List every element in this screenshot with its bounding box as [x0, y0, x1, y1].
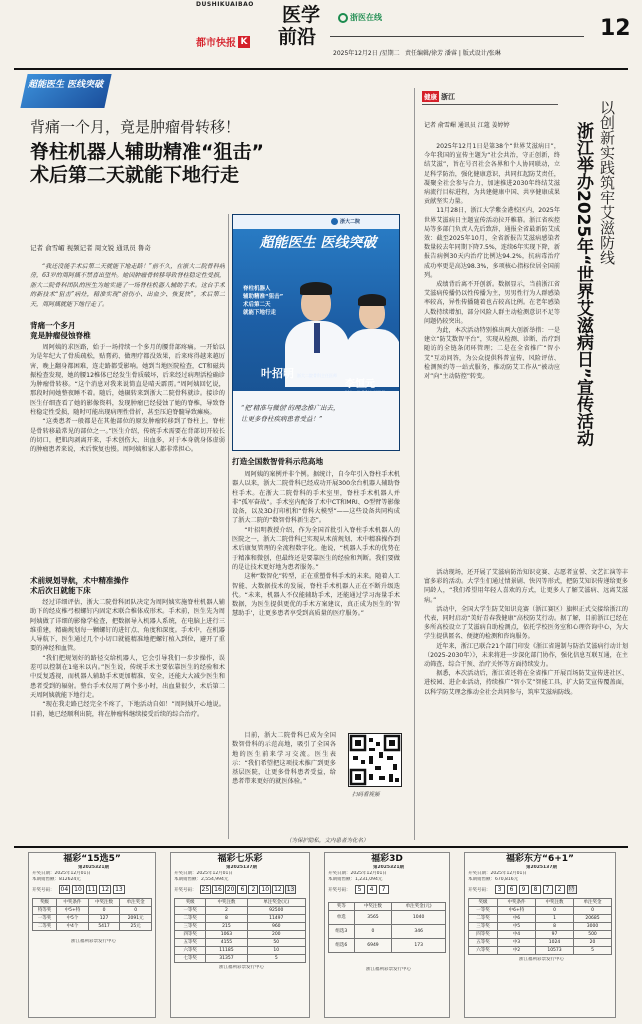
number-ball: 7 [379, 885, 389, 894]
table-header-row [33, 899, 152, 907]
table-cell: 二等奖 [469, 915, 498, 923]
lottery-top-rule [14, 846, 628, 848]
table-header: 单注奖金(元) [247, 899, 306, 907]
table-row [33, 907, 152, 915]
number-ball: 6 [507, 885, 517, 894]
column-logo-text: 超能医生 医线突破 [28, 80, 104, 90]
lottery-name: 福彩七乐彩 [217, 854, 263, 864]
prize-table [32, 898, 152, 931]
table-header: 单注奖金(元) [392, 903, 446, 911]
table-cell: 0 [574, 907, 612, 915]
table-cell: 20685 [574, 915, 612, 923]
table-cell: 特等奖 [33, 907, 57, 915]
prize-table [174, 898, 306, 963]
section2-paragraph1: 经过详细评估，浙大二院骨科团队决定为周阿姨实施脊柱机器人辅助下的经皮椎弓根螺钉内固定术联合椎体成形术。手术前，医生先为周阿姨做了详细的影像学检查，把数据导入机器人系统，在电脑上进行三维重建，精确规划每一颗螺钉的进钉点、角度和深度。手术中，在机器人导航下，医生通过几个小切口就能精准地把螺钉植入到位，避开了重要的神经和血管。 [30, 599, 225, 653]
number-ball: 2 [555, 885, 565, 894]
lottery-name: 福彩“15选5” [63, 854, 121, 864]
table-cell: 中6+特 [498, 907, 536, 915]
table-row [175, 931, 306, 939]
table-cell: 215 [206, 923, 247, 931]
table-row [175, 955, 306, 963]
numbers-label: 开奖号码： [468, 887, 491, 893]
doctor2-name: 李恒元 [345, 379, 375, 390]
table-cell: 五等奖 [469, 939, 498, 947]
hospital-logo [331, 218, 360, 225]
side-paragraph1: 2025年12月1日是第38个“世界艾滋病日”，今年我国的宣传主题为“社会共治，守正创新，终结艾滋”，旨在号召社会各界和个人协同联动，立足科学防治，强化健康意识，共同扛起防艾责任，凝聚全社会参与合力，加速推进2030年终结艾滋病流行目标进程，为共建健康中国、共享健康成果贡献坚实力量。 [424, 143, 560, 206]
section3-paragraph1: 周阿姨的案例并非个例。据统计，自今年引入脊柱手术机器人以来，浙大二院骨科已经成功开展300余台机器人辅助脊柱手术。在浙大二院骨科的手术室里，脊柱手术机器人并非“孤军奋战”。手术室内配备了术中CT和MRI、O型臂等影像设备，以及3D打印机和“骨科大模型”——这些设备共同构成了浙大二院的“数智骨科新生态”。 [232, 471, 400, 525]
side-paragraph3: 成绩背后离不开创新。数据显示，当前浙江省艾滋病传播仍以性传播为主，男男性行为人群感染率较高，异性传播随着也占较高比例。在老年感染人数持续增加，部分风险人群主动检测意识不足等问题仍较突出。 [424, 281, 560, 325]
table-cell: 10 [247, 947, 306, 955]
section3-body-tail: 目前，浙大二院骨科已成为全国数智骨科的示范高地，吸引了全国各地的医生前来学习交流。医生表示：“我们希望把这项技术推广到更多基层医院，让更多骨科患者受益，给患者带来更好的就医体验。” [232, 732, 336, 786]
side-headline [571, 100, 617, 520]
side-tag: 健康 [424, 93, 437, 101]
lottery-date: 开奖日期：2025年12月01日 [174, 871, 233, 876]
table-row [469, 907, 612, 915]
table-row [33, 923, 152, 931]
table-cell: 三等奖 [469, 923, 498, 931]
doctor1-tie [314, 323, 320, 353]
partner-icon [338, 13, 348, 23]
number-ball: 10 [74, 886, 82, 893]
table-header: 单注奖金 [120, 899, 152, 907]
doctor2-photo [345, 291, 400, 387]
number-ball: 04 [60, 886, 69, 893]
number-ball: 6 [237, 885, 247, 894]
table-cell: 二等奖 [175, 915, 206, 923]
table-cell: 中5个 [57, 915, 89, 923]
issue-date: 2025年12月2日 /星期二 [333, 50, 400, 57]
numbers-label: 开奖号码： [328, 887, 351, 893]
side-paragraph7: 近年来，浙江已联合21个部门印发《浙江省遏制与防治艾滋病行动计划（2025-2030年）》，未来将进一步深化部门协作，强化信息互联互通，在主动筛查、综合干预、治疗关怀等方面持续发力。 [424, 642, 628, 669]
paper-name: 都市快报 [196, 38, 236, 49]
table-cell: 一等奖 [33, 915, 57, 923]
table-row [469, 923, 612, 931]
table-header: 奖级 [33, 899, 57, 907]
lottery-numbers [171, 883, 309, 896]
table-cell: 3565 [354, 911, 392, 925]
column-divider-2 [414, 88, 415, 840]
table-cell: 2091元 [120, 915, 152, 923]
table-row [175, 923, 306, 931]
table-cell: 8 [536, 923, 574, 931]
photo-caption: （为保护隐私，文内患者为化名） [286, 838, 369, 844]
numbers-label: 开奖号码： [32, 887, 55, 893]
table-cell: 346 [392, 925, 446, 939]
lottery-period: 第2025321期 [78, 865, 109, 870]
table-cell: 5 [247, 955, 306, 963]
doctor2-hair [358, 294, 386, 306]
topic-line2: 辅助精准“狙击” [243, 294, 284, 300]
side-headline-2: 浙江举办2025年“世界艾滋病日”宣传活动 [573, 122, 593, 447]
section1-paragraph1: 周阿姨的求医路，始于一场持续一个多月的腰背部疼痛。一开始以为是年纪大了骨质疏松，贴膏药、做理疗都没效果，后来疼得越来越厉害，晚上翻身都困难，连走路都受影响。她到当地医院检查，CT和磁共振检查发现，她的腰12椎体已经发生骨质破坏，后来经过病理活检确诊为肿瘤骨转移。“这个消息对我来说简直是晴天霹雳。”周阿姨回忆说，那段时间她整夜睡不着。随后，她辗转来到浙大二院骨科就诊。接诊的医生仔细查看了她的影像资料，发现肿瘤已经侵蚀了她的脊椎，导致脊柱稳定性受损，随时可能出现病理性骨折，甚至压迫脊髓导致瘫痪。 [30, 344, 225, 417]
number-ball: 特 [568, 886, 575, 893]
table-row [33, 915, 152, 923]
table-row [469, 915, 612, 923]
table-cell: 四等奖 [175, 931, 206, 939]
table-cell: 三等奖 [175, 923, 206, 931]
prize-table [468, 898, 612, 955]
lottery-period: 第2025137期 [226, 865, 257, 870]
table-cell: 中3 [498, 939, 536, 947]
number-ball: 7 [543, 885, 553, 894]
table-cell: 1040 [392, 911, 446, 925]
table-cell: 11185 [206, 947, 247, 955]
article-byline: 记者 俞雪嵋 视频记者 周文锐 通讯员 鲁奇 [30, 244, 151, 252]
topic-line4: 就能下地行走 [243, 310, 277, 316]
number-ball: 13 [115, 886, 123, 893]
lottery-sales: 本期销售额：812624元 [32, 877, 81, 882]
section3-paragraph2: “叶招明教授介绍，作为全国首批引入脊柱手术机器人的医院之一，浙大二院骨科已实现从术前规划、术中精准操作到术后康复管理的全流程数字化。他说，“机器人手术的优势在于精准和微创，但最终还是要靠医生的经验和判断。我们要做的是让技术更好地为患者服务。” [232, 526, 400, 571]
section-title-line1: 医学 [282, 4, 321, 26]
table-header-row [469, 899, 612, 907]
prize-table [328, 902, 446, 953]
section1-body [30, 343, 225, 568]
table-row [175, 947, 306, 955]
table-cell: 0 [536, 907, 574, 915]
quote-line1: “把‘精准与微创’的理念推广出去， [241, 404, 340, 412]
video-card-top-bar [233, 215, 400, 229]
video-card-quote [233, 391, 400, 451]
side-paragraph4: 为此，本次活动特别推出两大创新举措：一是建立“防艾数智平台”，实现从检测、诊断、治疗到随访的全链条闭环管理；二是在全省推广“智小艾”互动问答，为公众提供科普宣传、风险评估、检测预约等一站式服务，推动防艾工作从“被动应对”向“主动防控”转变。 [424, 327, 560, 381]
topic-line3: 术后第二天 [243, 302, 271, 308]
paper-logo-icon: K [238, 36, 250, 48]
editors: 责任编辑/徐芳 潘睿 | 版式设计/张琳 [405, 50, 501, 57]
table-cell: 中5+特 [57, 907, 89, 915]
table-cell: 组选3 [329, 925, 355, 939]
lottery-15x5 [28, 852, 156, 1018]
video-card-logo: 超能医生 医线突破 [259, 235, 377, 251]
number-ball: 4 [367, 885, 377, 894]
table-cell: 中4个 [57, 923, 89, 931]
lottery-dongfang-6plus1 [464, 852, 616, 1018]
table-cell: 20 [574, 939, 612, 947]
table-cell: 七等奖 [175, 955, 206, 963]
lottery-footer: 浙江福利彩票发行中心 [366, 967, 411, 972]
table-cell: 1024 [536, 939, 574, 947]
section-title-line2: 前沿 [278, 26, 317, 48]
lottery-sales: 本期销售额：2,554,994元 [174, 877, 229, 882]
table-cell: 一等奖 [469, 907, 498, 915]
paper-small-name: DUSHIKUAIBAO [196, 1, 254, 8]
table-cell: 二等奖 [33, 923, 57, 931]
number-ball: 11 [87, 886, 96, 893]
table-header-row [175, 899, 306, 907]
doctor1-title: 浙大二院骨科主任医师 [297, 373, 337, 378]
number-ball: 13 [286, 886, 295, 893]
table-cell: 六等奖 [469, 947, 498, 955]
side-region: 浙江 [441, 92, 455, 101]
number-ball: 20 [226, 886, 235, 893]
video-qr-code[interactable] [348, 733, 402, 787]
number-ball: 10 [261, 886, 270, 893]
table-cell: 中5 [498, 923, 536, 931]
table-cell: 25元 [120, 923, 152, 931]
side-article-tag [422, 91, 455, 102]
table-cell: 127 [88, 915, 120, 923]
lottery-footer: 浙江福利彩票发行中心 [519, 957, 564, 962]
number-ball: 16 [214, 886, 222, 893]
table-cell: 0 [120, 907, 152, 915]
number-ball: 12 [274, 886, 282, 893]
table-cell: 组选6 [329, 939, 355, 953]
section2-paragraph3: “现在我走路已经完全不疼了，下地活动自如！”周阿姨开心地说。目前，她已经顺利出院，将在肿瘤科继续接受后续的综合治疗。 [30, 701, 225, 718]
section2-paragraph2: “我们把规划好的路径交给机器人，它会引导我们一步步操作，误差可以控制在1毫米以内。”医生说，传统手术主要依靠医生的经验和术中反复透视，而机器人辅助手术更加精准、安全，还能大大减少医生和患者受到的辐射。整台手术仅用了两个多小时，出血量很少，术后第二天周阿姨就能下地行走。 [30, 654, 225, 699]
table-header: 中奖注数 [536, 899, 574, 907]
table-header: 中奖注数 [88, 899, 120, 907]
number-ball: 8 [531, 885, 541, 894]
lottery-name: 福彩3D [371, 854, 403, 864]
column-divider-1 [228, 214, 229, 839]
article-headline [30, 141, 264, 187]
table-row [329, 939, 446, 953]
table-cell: 六等奖 [175, 947, 206, 955]
table-cell: 五等奖 [175, 939, 206, 947]
qr-code-pattern-icon [349, 734, 401, 786]
lottery-numbers [29, 883, 155, 896]
headline-line2: 术后第二天就能下地行走 [30, 164, 240, 186]
table-header: 中奖注数 [354, 903, 392, 911]
table-cell: 四等奖 [469, 931, 498, 939]
lottery-footer: 浙江福利彩票发行中心 [219, 965, 264, 970]
side-paragraph8: 据悉，本次活动后，浙江省还将在全省推广开展百场防艾宣传进社区、进校园、进企业活动，持续推广“智小艾”智能工具，扩大防艾宣传覆盖面，以科学防艾理念推动全社会共同参与，筑牢艾滋病防线。 [424, 670, 628, 696]
table-cell: 中2 [498, 947, 536, 955]
table-cell: 0 [354, 925, 392, 939]
side-byline: 记者 俞雪嵋 通讯员 江蔻 姜婷婷 [424, 122, 510, 129]
table-header: 中奖注数 [206, 899, 247, 907]
quote-line2: 让更多脊柱疾病患者受益！” [241, 415, 323, 423]
topic-line1: 脊柱机器人 [243, 286, 271, 292]
lottery-period: 第2025137期 [526, 865, 557, 870]
table-cell: 92500 [247, 907, 306, 915]
table-header: 中奖条件 [57, 899, 89, 907]
table-cell: 3000 [574, 923, 612, 931]
side-paragraph6: 活动中，全国大学生防艾知识竞赛（浙江赛区）旗帜正式交接给浙江的代表，同时启动“美好青春我健康”高校防艾行动。据了解，目前浙江已经在多所高校设立了艾滋病自助检测点，依托学校医务室和心理咨询中心，为大学生提供匿名、便捷的检测和咨询服务。 [424, 605, 628, 641]
table-header: 奖级 [175, 899, 206, 907]
lottery-date: 开奖日期：2025年12月01日 [32, 871, 91, 876]
table-row [175, 907, 306, 915]
lottery-3d [324, 852, 450, 1018]
lottery-name: 福彩东方“6+1” [506, 854, 574, 864]
section3-title: 打造全国数智骨科示范高地 [232, 457, 324, 466]
table-cell: 5 [574, 947, 612, 955]
table-cell: 173 [392, 939, 446, 953]
section3-body [232, 470, 400, 728]
number-ball: 9 [519, 885, 529, 894]
lottery-date: 开奖日期：2025年12月01日 [468, 871, 527, 876]
table-cell: 11497 [247, 915, 306, 923]
qr-caption: 扫码看视频 [352, 792, 380, 798]
paper-logo [196, 34, 250, 49]
table-cell: 960 [247, 923, 306, 931]
column-logo [24, 70, 108, 112]
table-header: 单注奖金 [574, 899, 612, 907]
lottery-date: 开奖日期：2025年12月01日 [328, 871, 387, 876]
doctor1-hair [300, 282, 332, 295]
masthead [0, 0, 642, 70]
section-title [278, 4, 320, 48]
headline-line1: 脊柱机器人辅助精准“狙击” [30, 141, 264, 163]
table-cell: 31357 [206, 955, 247, 963]
section1-title: 背痛一个多月 竟是肿瘤侵蚀脊椎 [30, 321, 91, 340]
table-row [469, 947, 612, 955]
table-header: 奖级 [469, 899, 498, 907]
partner-name: 浙医在线 [350, 13, 382, 22]
lottery-footer: 浙江福利彩票发行中心 [71, 939, 116, 944]
table-header-row [329, 903, 446, 911]
lottery-numbers [325, 883, 449, 896]
section2-body [30, 598, 225, 836]
table-row [175, 915, 306, 923]
table-row [329, 925, 446, 939]
table-cell: 5417 [88, 923, 120, 931]
table-row [329, 911, 446, 925]
number-ball: 12 [101, 886, 110, 893]
table-row [469, 931, 612, 939]
doctor1-name: 叶招明 [261, 367, 294, 380]
table-header: 中奖条件 [498, 899, 536, 907]
section3-paragraph3: 这种“数智化”转型，正在重塑骨科手术的未来。随着人工智能、大数据技术的发展，脊柱手术机器人正在不断升级迭代。“未来，机器人不仅能辅助手术，还能通过学习海量手术数据，为医生提供更优的手术方案建议，真正成为医生的‘智慧助手’，让更多患者享受到高质量的医疗服务。” [232, 573, 400, 618]
side-paragraph2: 11月28日，浙江大学紫金港校区内，2025年世界艾滋病日主题宣传活动拉开帷幕。浙江省疾控局等多部门负责人先后致辞，通报全省最新防艾成效：截至2025年10月，全省新报告艾滋病感染者数量较去年同期下降7.5%，连续6年实现下降，新报告病例30天内治疗比例达94.2%，抗病毒治疗成功率更是高达98.3%，多项核心指标位居全国前列。 [424, 207, 560, 279]
table-header: 奖等 [329, 903, 355, 911]
article-lead: “我还没能手术后第二天就能下地走路！”前不久，在浙大二院骨科病房，63岁的周阿姨不禁喜出望外。她因肿瘤骨转移导致脊柱稳定性受损，浙大二院骨科团队的医生为她实施了一场脊柱机器人辅助手术。这台手术的新技术“狙击”病灶，精准实现“创伤小、出血少、恢复快”，术后第二天，周阿姨就能下地行走了。 [30, 263, 225, 308]
section2-title: 术前规划导航，术中精准操作 术后次日就能下床 [30, 576, 129, 595]
lottery-period: 第2025321期 [373, 865, 404, 870]
video-card [232, 214, 400, 451]
lottery-numbers [465, 883, 615, 896]
table-cell: 8 [206, 915, 247, 923]
table-cell: 10573 [536, 947, 574, 955]
hospital-logo-icon [331, 218, 338, 225]
side-headline-1: 以创新实践筑牢艾滋防线 [598, 100, 616, 265]
lottery-sales: 本期销售额：1,231,094元 [328, 877, 383, 882]
side-body-lower [424, 568, 628, 836]
table-row [469, 939, 612, 947]
page-number: 12 [600, 16, 631, 41]
table-cell: 200 [247, 931, 306, 939]
masthead-rule [330, 36, 584, 37]
side-paragraph5: 活动现场，还开展了艾滋病防治知识竞赛、志愿者宣誓、文艺汇演等丰富多彩的活动。大学生们通过情景剧、快闪等形式，把防艾知识传递给更多同龄人，“我们希望用年轻人喜欢的方式，让更多人了解艾滋病、远离艾滋病。” [424, 569, 628, 604]
number-ball: 2 [248, 885, 258, 894]
number-ball: 5 [355, 885, 365, 894]
table-row [175, 939, 306, 947]
table-cell: 97 [536, 931, 574, 939]
article-kicker: 背痛一个月，竟是肿瘤骨转移！ [30, 118, 241, 136]
table-cell: 中6 [498, 915, 536, 923]
table-cell: 单选 [329, 911, 355, 925]
lottery-qilecai [170, 852, 310, 1018]
table-cell: 6949 [354, 939, 392, 953]
section1-paragraph2: “这类患者一般都是在其他部位的原发肿瘤转移到了脊柱上，脊柱是骨转移最常见的部位之一。”医生介绍，传统手术需要在背部切开较长的切口，把肌肉剥离开来，手术创伤大、出血多，对于本身就身体虚弱的肿瘤患者来说，术后恢复也慢。周阿姨和家人都非常担心。 [30, 418, 225, 454]
table-cell: 500 [574, 931, 612, 939]
table-cell: 一等奖 [175, 907, 206, 915]
number-ball: 3 [495, 885, 505, 894]
lottery-sales: 本期销售额：670,816元 [468, 877, 519, 882]
side-rule [422, 104, 558, 105]
number-ball: 25 [201, 886, 210, 893]
table-cell: 中4 [498, 931, 536, 939]
table-cell: 4155 [206, 939, 247, 947]
table-cell: 0 [88, 907, 120, 915]
partner-logo [338, 12, 382, 23]
table-cell: 1063 [206, 931, 247, 939]
table-cell: 50 [247, 939, 306, 947]
hospital-name: 浙大二院 [340, 219, 361, 225]
doctor1-label [261, 365, 337, 381]
numbers-label: 开奖号码： [174, 887, 197, 893]
table-cell: 1 [536, 915, 574, 923]
table-cell: 2 [206, 907, 247, 915]
